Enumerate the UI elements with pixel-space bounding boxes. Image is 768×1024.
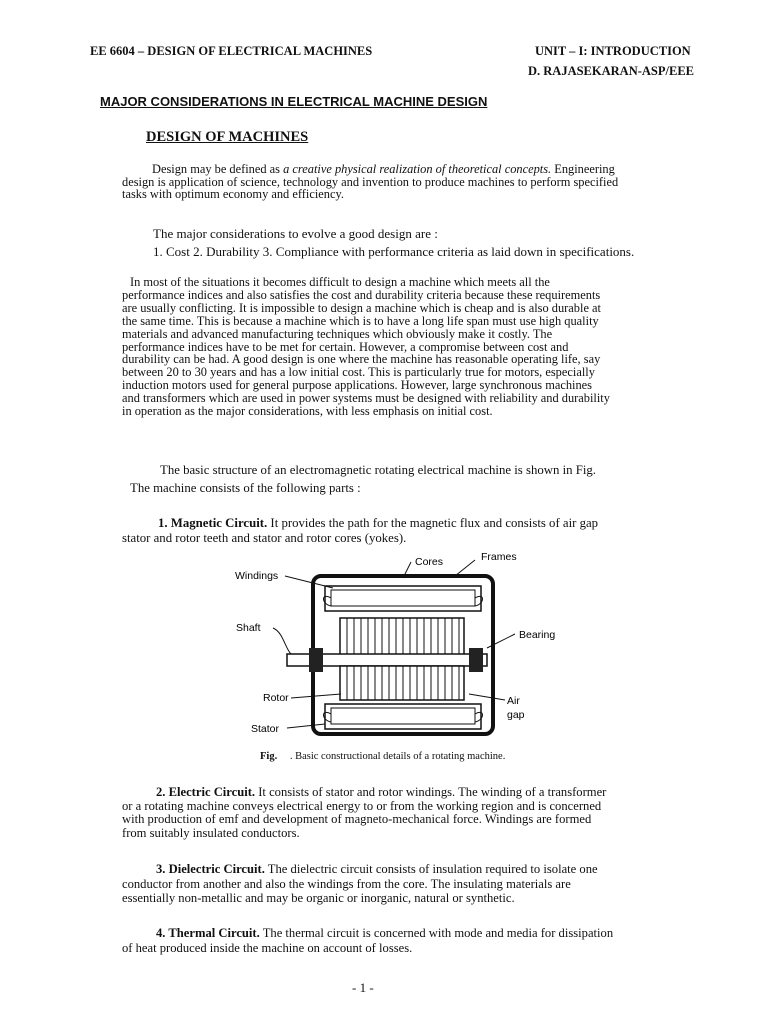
electric-line1: It consists of stator and rotor windings. The winding of a transformer <box>255 785 607 799</box>
windings-label: Windings <box>235 570 279 582</box>
bearing-left <box>309 648 323 672</box>
situations-line: and transformers which are used in power systems must be designed with reliability and durability <box>122 391 610 406</box>
intro-line1-prefix: Design may be defined as <box>152 162 284 176</box>
considerations-list: 1. Cost 2. Durability 3. Compliance with performance criteria as laid down in specifications. <box>153 244 635 259</box>
situations-line: In most of the situations it becomes difficult to design a machine which meets all the <box>130 275 550 289</box>
dielectric-line3: essentially non-metallic and may be organic or inorganic, natural or synthetic. <box>122 891 515 906</box>
situations-line: performance indices have to be met for certain. However, a compromise between cost and <box>122 339 569 354</box>
main-title: MAJOR CONSIDERATIONS IN ELECTRICAL MACHINE DESIGN <box>100 94 488 109</box>
electric-line2: or a rotating machine conveys electrical energy to or from the working region and is concerned <box>122 798 602 813</box>
intro-paragraph <box>122 163 680 201</box>
situations-line: between 20 to 30 years and has a low initial cost. This is particularly true for motors, especially <box>122 365 595 380</box>
situations-line: the same time. This is because a machine which is to have a long life span must use high quality <box>122 313 599 328</box>
cores-label: Cores <box>415 556 444 568</box>
situations-line: induction motors used for general purpose applications. However, large synchronous machines <box>122 378 592 393</box>
electric-circuit-paragraph <box>122 786 680 840</box>
stator-label: Stator <box>251 723 280 735</box>
intro-line2: design is application of science, technology and invention to produce machines to perform specified <box>122 174 619 189</box>
air-label: Air <box>507 695 520 707</box>
frames-label: Frames <box>481 551 517 563</box>
unit-header: UNIT – I: INTRODUCTION <box>535 44 691 58</box>
magnetic-line2: stator and rotor teeth and stator and rotor cores (yokes). <box>122 531 407 545</box>
bearing-label: Bearing <box>519 629 556 641</box>
situations-line: performance indices and also satisfies the cost and durability criteria because these requirements <box>122 287 601 302</box>
structure-line2: The machine consists of the following parts : <box>130 481 361 495</box>
section-title: DESIGN OF MACHINES <box>146 129 309 145</box>
figure-caption-label: Fig. <box>260 751 278 762</box>
electric-line4: from suitably insulated conductors. <box>122 825 300 840</box>
bearing-right <box>469 648 483 672</box>
thermal-circuit-heading: 4. Thermal Circuit. <box>156 926 260 940</box>
situations-line: durability can be had. A good design is one where the machine has reasonable operating life, say <box>122 352 601 367</box>
situations-line: in operation as the major considerations, with less emphasis on initial cost. <box>122 404 493 419</box>
intro-line1-suffix: Engineering <box>551 162 615 176</box>
author-header: D. RAJASEKARAN-ASP/EEE <box>528 64 694 78</box>
figure-caption <box>260 751 505 762</box>
structure-line1: The basic structure of an electromagnetic rotating electrical machine is shown in Fig. <box>160 463 597 477</box>
electric-circuit-heading: 2. Electric Circuit. <box>156 785 256 799</box>
dielectric-circuit-heading: 3. Dielectric Circuit. <box>156 862 265 876</box>
course-header: EE 6604 – DESIGN OF ELECTRICAL MACHINES <box>90 44 373 58</box>
intro-italic-definition: a creative physical realization of theoretical concepts. <box>283 162 552 176</box>
electric-line3: with production of emf and development of magneto-mechanical force. Windings are formed <box>122 812 592 827</box>
magnetic-circuit-paragraph <box>122 516 680 546</box>
magnetic-line1: It provides the path for the magnetic flux and consists of air gap <box>267 516 599 530</box>
shaft-label: Shaft <box>236 622 261 634</box>
intro-line3: tasks with optimum economy and efficiency. <box>122 187 344 202</box>
figure-caption-text: . Basic constructional details of a rotating machine. <box>289 751 506 762</box>
situations-line: materials and advanced manufacturing techniques which obviously make it costly. The <box>122 326 553 341</box>
machine-diagram <box>225 548 565 743</box>
thermal-line1: The thermal circuit is concerned with mode and media for dissipation <box>259 926 614 940</box>
dielectric-line2: conductor from another and also the windings from the core. The insulating materials are <box>122 876 571 891</box>
gap-label: gap <box>507 709 525 721</box>
magnetic-circuit-heading: 1. Magnetic Circuit. <box>158 516 268 530</box>
considerations-lead: The major considerations to evolve a good design are : <box>153 226 438 241</box>
thermal-line2: of heat produced inside the machine on account of losses. <box>122 941 413 955</box>
rotor-label: Rotor <box>263 692 289 704</box>
dielectric-line1: The dielectric circuit consists of insulation required to isolate one <box>264 862 598 876</box>
situations-paragraph <box>122 276 680 418</box>
page-number: - 1 - <box>352 980 374 995</box>
thermal-circuit-paragraph <box>122 926 680 956</box>
situations-line: are usually conflicting. It is impossible to design a machine which is cheap and is also durable at <box>122 300 601 315</box>
dielectric-circuit-paragraph <box>122 862 680 906</box>
